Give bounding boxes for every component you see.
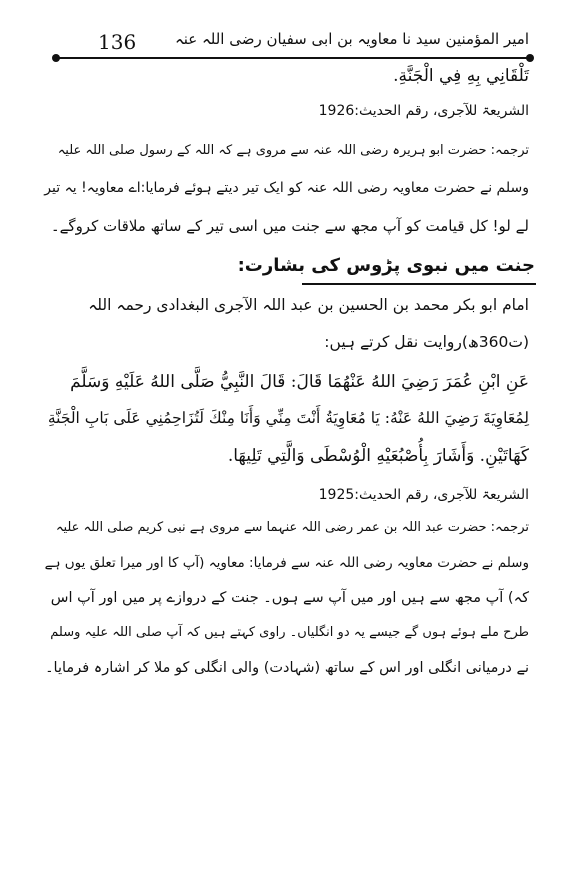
translation-1-line-1: ترجمہ: حضرت ابو ہریرہ رضی اللہ عنہ سے مروی ہے کہ اللہ کے رسول صلی اللہ علیہ xyxy=(57,143,529,158)
section-heading-underline xyxy=(302,283,536,285)
arabic-hadith-line-2: لِمُعَاوِيَةَ رَضِيَ اللهُ عَنْهُ: يَا مُعَاوِيَةُ أَنْتَ مِنِّي وَأَنَا مِنْكَ لَتُزَاحِمُنِي عَلَى بَابِ الْجَنَّةِ xyxy=(47,409,529,427)
rule-end-dot-left xyxy=(52,54,60,62)
arabic-hadith-line-3: كَهَاتَيْنِ. وَأَشَارَ بِأُصْبُعَيْهِ الْوُسْطَى وَالَّتِي تَلِيهَا. xyxy=(227,446,529,466)
translation-2-line-2: وسلم نے حضرت معاویہ رضی اللہ عنہ سے فرمایا: معاویہ (آپ کا اور میرا تعلق یوں ہے xyxy=(44,555,529,571)
continued-arabic-line: تَلْقَانِي بِهِ فِي الْجَنَّةِ. xyxy=(393,66,529,86)
hadith-reference-2: الشریعۃ للآجری، رقم الحدیث:1925 xyxy=(318,487,529,503)
translation-1-line-3: لے لو! کل قیامت کو آپ مجھ سے جنت میں اسی تیر کے ساتھ ملاقات کروگے۔ xyxy=(50,217,529,235)
translation-1-line-2: وسلم نے حضرت معاویہ رضی اللہ عنہ کو ایک تیر دیتے ہوئے فرمایا:اے معاویہ! یہ تیر xyxy=(44,180,529,196)
translation-2-line-5: نے درمیانی انگلی اور اس کے ساتھ (شہادت) والی انگلی کو ملا کر اشارہ فرمایا۔ xyxy=(45,660,529,676)
running-title: امیر المؤمنین سید نا معاویہ بن ابی سفیان رضی اللہ عنہ xyxy=(174,30,529,48)
page-number: 136 xyxy=(98,30,137,54)
narration-line-1: امام ابو بکر محمد بن الحسین بن عبد اللہ الآجری البغدادی رحمہ اللہ xyxy=(88,296,529,314)
translation-2-line-1: ترجمہ: حضرت عبد اللہ بن عمر رضی اللہ عنہما سے مروی ہے نبی کریم صلی اللہ علیہ xyxy=(55,520,529,535)
rule-end-dot-right xyxy=(526,54,534,62)
hadith-reference-1: الشریعۃ للآجری، رقم الحدیث:1926 xyxy=(318,103,529,119)
section-heading: جنت میں نبوی پڑوس کی بشارت: xyxy=(237,255,535,276)
header-rule xyxy=(55,57,531,59)
translation-2-line-3: کہ) آپ مجھ سے ہیں اور میں آپ سے ہوں۔ جنت کے دروازے پر میں اور آپ اس xyxy=(50,590,529,606)
narration-line-2: (ت360ھ)روایت نقل کرتے ہیں: xyxy=(324,333,529,351)
page-header xyxy=(0,0,577,64)
arabic-hadith-line-1: عَنِ ابْنِ عُمَرَ رَضِيَ اللهُ عَنْهُمَا قَالَ: قَالَ النَّبِيُّ صَلَّى اللهُ عَلَيْهِ وَسَلَّمَ xyxy=(70,372,529,392)
translation-2-line-4: طرح ملے ہوئے ہوں گے جیسے یہ دو انگلیاں۔ راوی کہتے ہیں کہ آپ صلی اللہ علیہ وسلم xyxy=(50,625,529,640)
